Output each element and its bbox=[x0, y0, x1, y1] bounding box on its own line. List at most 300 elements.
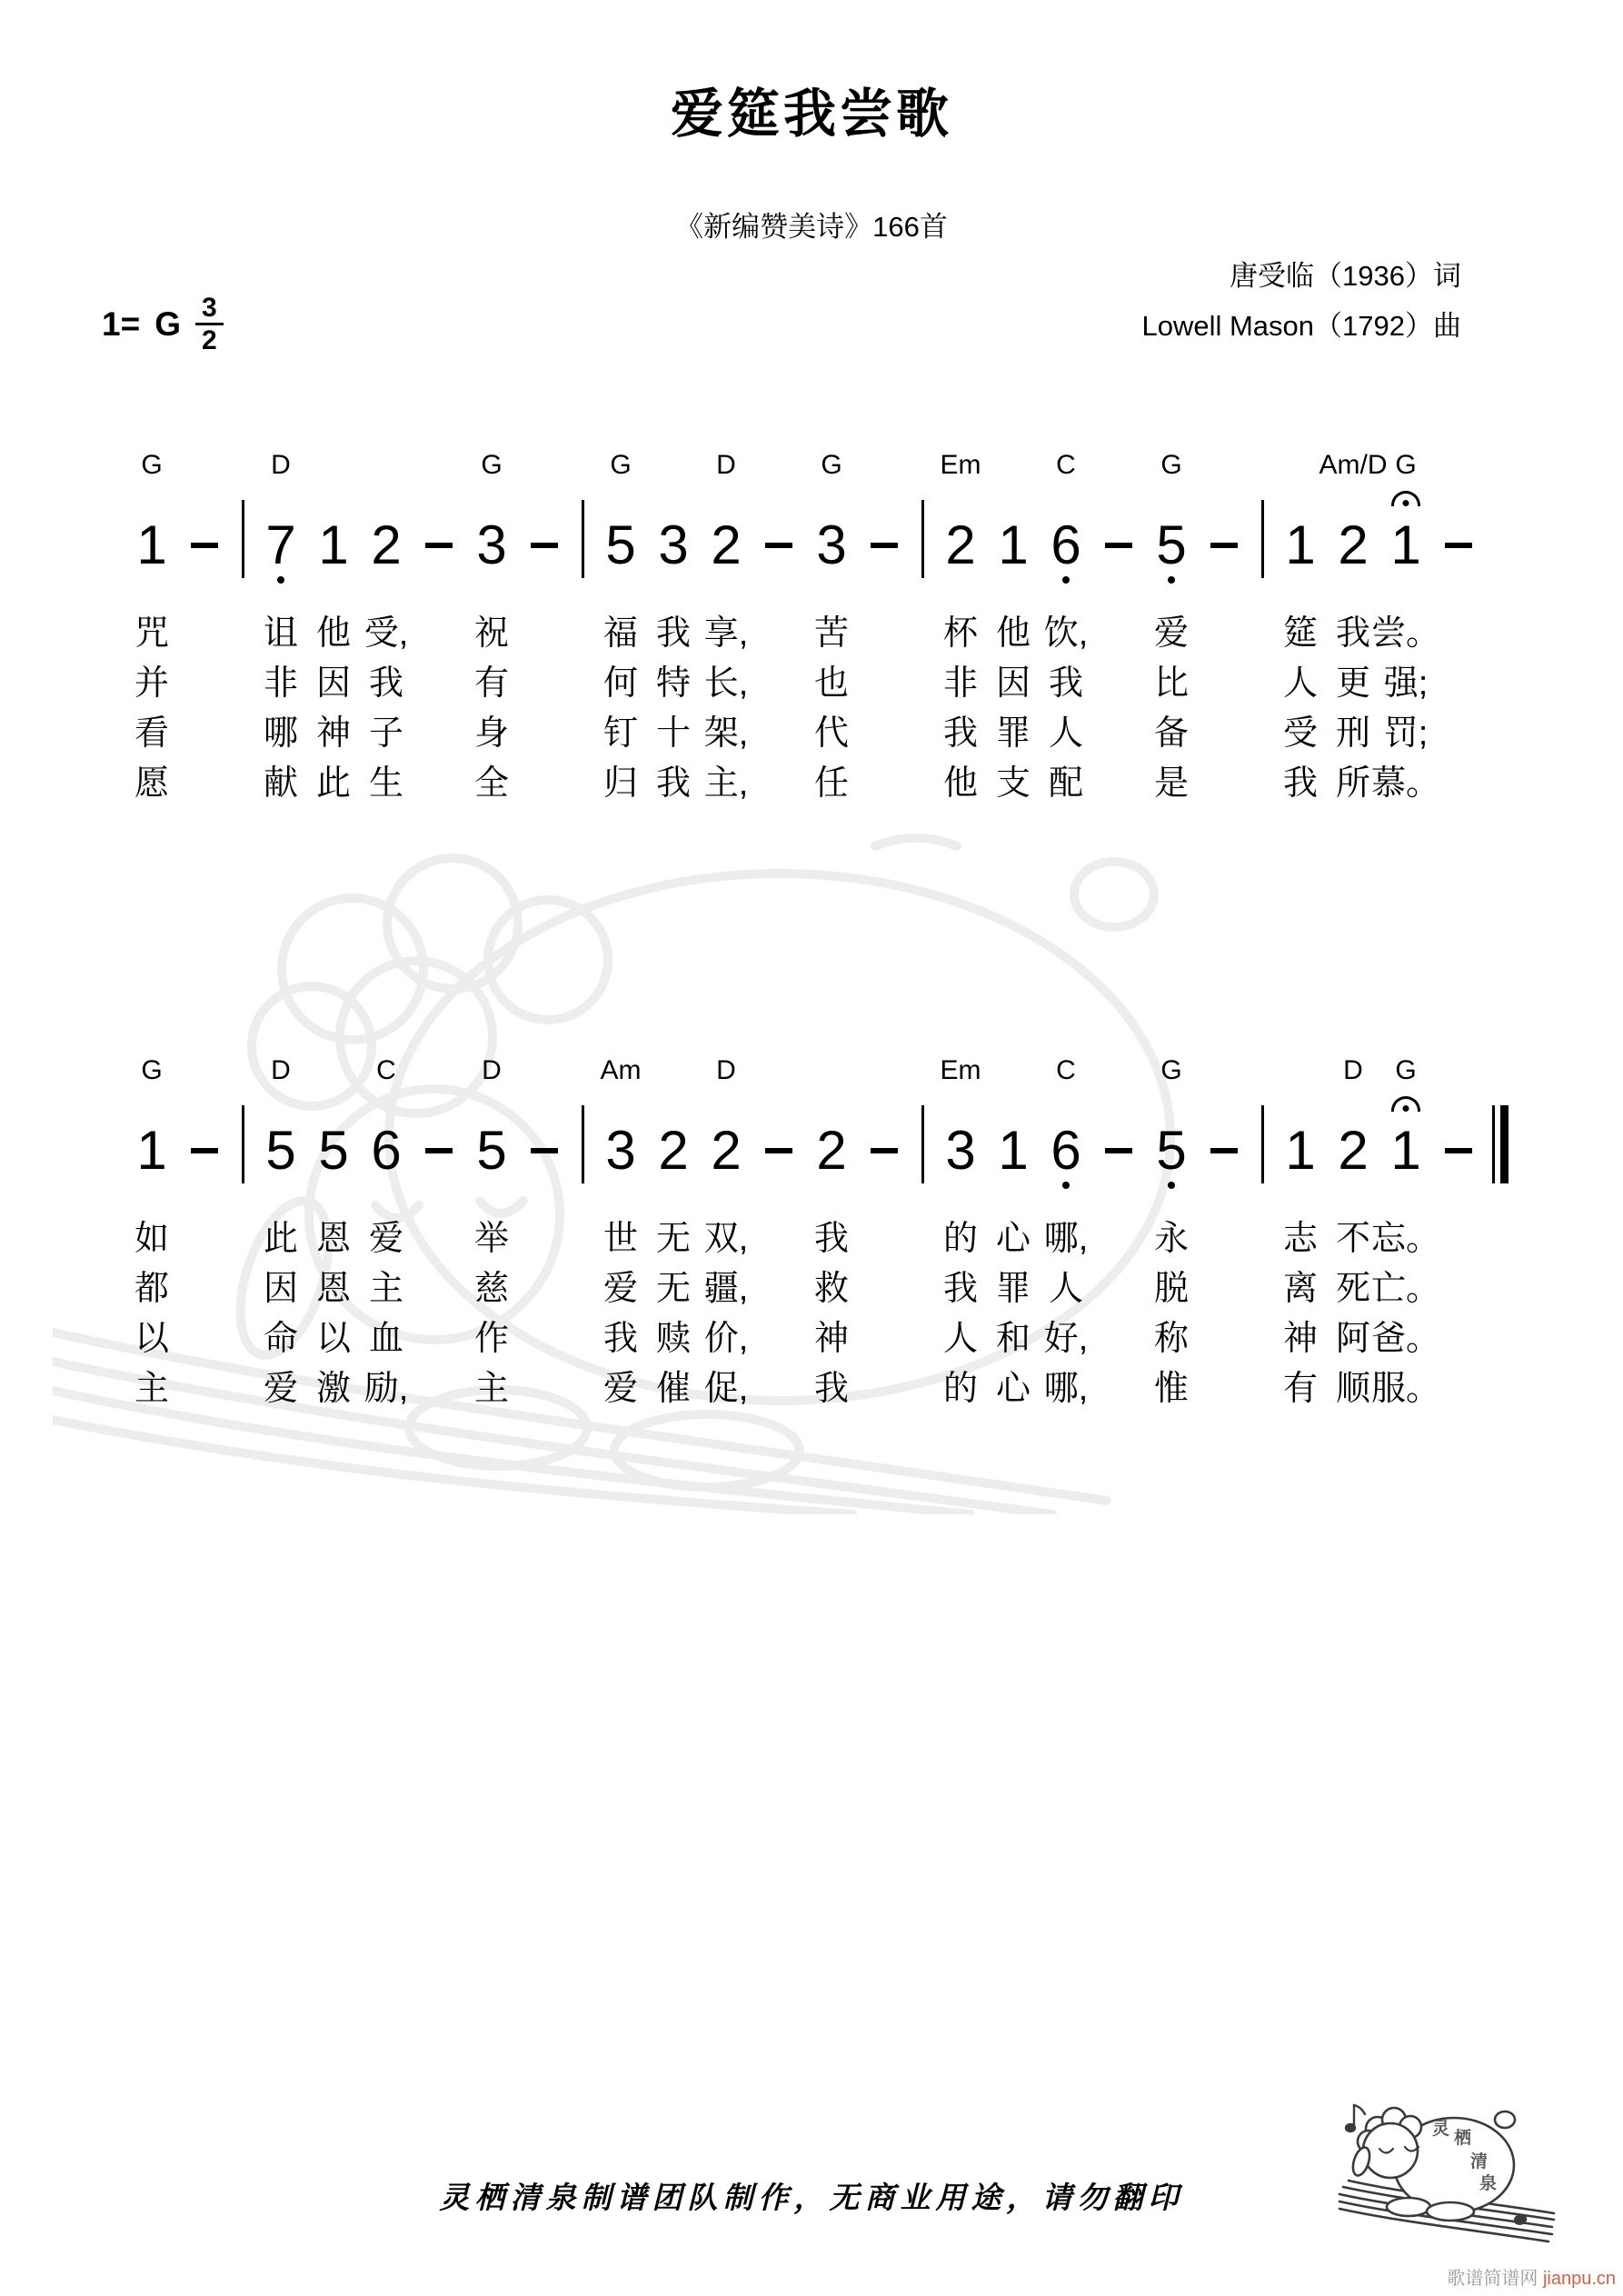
lyric-syllable: 亡。 bbox=[1371, 1270, 1441, 1308]
lyric-stack bbox=[704, 609, 749, 809]
fermata-slot bbox=[1327, 485, 1379, 516]
octave-slot bbox=[752, 1180, 805, 1196]
lyric-syllable: 享, bbox=[703, 614, 749, 653]
octave-slot bbox=[1198, 574, 1250, 591]
note-number: 3 bbox=[658, 514, 689, 575]
lyric-stack bbox=[1336, 609, 1370, 809]
note-number: 5 bbox=[605, 514, 636, 575]
chord-label: D bbox=[1343, 1055, 1363, 1085]
lyric-syllable: 脱 bbox=[1153, 1270, 1189, 1308]
note-column bbox=[700, 1053, 752, 1414]
chord-label: G bbox=[821, 450, 842, 480]
octave-slot bbox=[518, 1180, 571, 1196]
lyric-syllable: 我 bbox=[1335, 614, 1370, 653]
duration-dash bbox=[752, 1053, 805, 1414]
lyric-stack bbox=[316, 1214, 351, 1414]
octave-slot bbox=[805, 1180, 858, 1196]
dash-line bbox=[1445, 1122, 1472, 1180]
octave-slot bbox=[987, 1180, 1040, 1196]
lyric-syllable: 是 bbox=[1153, 764, 1189, 803]
lyric-syllable: 好, bbox=[1043, 1320, 1089, 1358]
lyric-syllable: 志 bbox=[1282, 1220, 1318, 1258]
fermata-slot bbox=[465, 485, 518, 516]
note-column bbox=[594, 1053, 647, 1414]
site-watermark bbox=[1447, 2263, 1616, 2290]
lyric-syllable: 刑 bbox=[1335, 714, 1370, 753]
dash-line bbox=[531, 516, 558, 574]
octave-slot bbox=[987, 574, 1040, 591]
dash-line bbox=[765, 1122, 792, 1180]
note-number: 6 bbox=[1050, 1120, 1081, 1181]
lyric-stack bbox=[1371, 1214, 1440, 1414]
note-number: 7 bbox=[265, 514, 296, 575]
fermata-slot bbox=[700, 1091, 752, 1122]
lyric-syllable: 救 bbox=[813, 1270, 849, 1308]
note-number: 2 bbox=[711, 1120, 742, 1181]
note-column bbox=[934, 1053, 987, 1414]
fermata-slot bbox=[752, 485, 805, 516]
note-column bbox=[987, 1053, 1040, 1414]
lyric-stack bbox=[814, 609, 849, 809]
fermata-slot bbox=[178, 485, 231, 516]
lyric-syllable: 罚; bbox=[1383, 714, 1429, 753]
lyric-stack bbox=[943, 1214, 978, 1414]
fermata-slot bbox=[125, 1091, 178, 1122]
lyric-syllable: 受, bbox=[363, 614, 409, 653]
note-column bbox=[1274, 447, 1327, 809]
octave-slot bbox=[413, 1180, 465, 1196]
lyric-syllable: 促, bbox=[703, 1370, 749, 1408]
lyric-syllable: 罪 bbox=[995, 714, 1031, 753]
duration-dash bbox=[1198, 447, 1250, 809]
chord-label: G bbox=[1395, 1055, 1417, 1085]
key-signature bbox=[102, 293, 224, 355]
chord-label: G bbox=[1395, 450, 1417, 480]
lyric-syllable: 称 bbox=[1153, 1320, 1189, 1358]
note-column bbox=[125, 447, 178, 809]
note-column bbox=[307, 447, 360, 809]
fermata-slot bbox=[1274, 1091, 1327, 1122]
music-note-icon bbox=[1346, 2105, 1365, 2131]
dash-line bbox=[191, 1122, 218, 1180]
note-column bbox=[987, 447, 1040, 809]
note-number: 1 bbox=[1285, 1120, 1316, 1181]
note-number: 1 bbox=[1285, 514, 1316, 575]
note-column bbox=[307, 1053, 360, 1414]
lyric-syllable: 备 bbox=[1153, 714, 1189, 753]
note-number: 6 bbox=[1050, 514, 1081, 575]
chord-label: D bbox=[716, 450, 736, 480]
lyric-syllable: 人 bbox=[942, 1320, 978, 1358]
octave-slot bbox=[1274, 574, 1327, 591]
lyric-syllable: 人 bbox=[1048, 1270, 1083, 1308]
lyric-syllable: 永 bbox=[1153, 1220, 1189, 1258]
note-number: 6 bbox=[371, 1120, 402, 1181]
chord-label: D bbox=[482, 1055, 502, 1085]
note-number: 1 bbox=[318, 514, 349, 575]
duration-dash bbox=[1198, 1053, 1250, 1414]
lyric-syllable: 苦 bbox=[813, 614, 849, 653]
fermata-slot bbox=[518, 485, 571, 516]
fermata-slot bbox=[987, 485, 1040, 516]
lyric-stack bbox=[264, 609, 298, 809]
lyric-syllable: 我 bbox=[1282, 764, 1318, 803]
lyric-stack bbox=[316, 609, 351, 809]
lyric-syllable: 励, bbox=[363, 1370, 409, 1408]
lyric-syllable: 以 bbox=[315, 1320, 351, 1358]
fermata-slot bbox=[1327, 1091, 1379, 1122]
lyric-syllable: 所 bbox=[1335, 764, 1370, 803]
lyric-syllable: 归 bbox=[602, 764, 638, 803]
lyric-syllable: 有 bbox=[473, 664, 509, 703]
octave-slot bbox=[1379, 1180, 1432, 1196]
dash-line bbox=[871, 516, 898, 574]
lyric-syllable: 更 bbox=[1335, 664, 1370, 703]
lyric-syllable: 惟 bbox=[1153, 1370, 1189, 1408]
fermata-slot bbox=[594, 485, 647, 516]
fermata-slot bbox=[805, 1091, 858, 1122]
duration-dash bbox=[1092, 1053, 1145, 1414]
music-system-2 bbox=[125, 1053, 1516, 1414]
barline bbox=[231, 1053, 254, 1414]
time-denominator: 2 bbox=[201, 325, 217, 355]
note-number: 1 bbox=[998, 1120, 1029, 1181]
lyric-syllable: 催 bbox=[655, 1370, 691, 1408]
chord-label: C bbox=[1056, 1055, 1076, 1085]
lyric-syllable: 双, bbox=[703, 1220, 749, 1258]
lyric-stack bbox=[1154, 1214, 1189, 1414]
lyric-syllable: 离 bbox=[1282, 1270, 1318, 1308]
lyric-syllable: 何 bbox=[602, 664, 638, 703]
lyric-syllable: 哪, bbox=[1043, 1220, 1089, 1258]
note-number: 3 bbox=[945, 1120, 976, 1181]
lyric-syllable: 主, bbox=[703, 764, 749, 803]
lyric-syllable: 世 bbox=[602, 1220, 638, 1258]
octave-slot bbox=[307, 574, 360, 591]
fermata-slot bbox=[1040, 485, 1092, 516]
logo-char: 灵 bbox=[1432, 2120, 1450, 2139]
octave-slot bbox=[1432, 1180, 1485, 1196]
lyric-syllable: 受 bbox=[1282, 714, 1318, 753]
duration-dash bbox=[1092, 447, 1145, 809]
fermata-slot bbox=[752, 1091, 805, 1122]
note-number: 2 bbox=[1338, 1120, 1369, 1181]
fermata-slot bbox=[858, 485, 911, 516]
note-column bbox=[254, 447, 307, 809]
lyric-syllable: 有 bbox=[1282, 1370, 1318, 1408]
lyric-syllable: 钉 bbox=[602, 714, 638, 753]
music-system-1 bbox=[125, 447, 1485, 809]
note-number: 5 bbox=[1156, 1120, 1187, 1181]
lyric-syllable: 爱 bbox=[1153, 614, 1189, 653]
octave-slot bbox=[934, 574, 987, 591]
lyric-stack bbox=[364, 1214, 409, 1414]
lyric-stack bbox=[704, 1214, 749, 1414]
lyric-syllable: 哪, bbox=[1043, 1370, 1089, 1408]
fermata-slot bbox=[307, 1091, 360, 1122]
lyric-syllable: 非 bbox=[942, 664, 978, 703]
fermata-slot bbox=[1198, 485, 1250, 516]
lyric-syllable: 如 bbox=[134, 1220, 169, 1258]
note-column bbox=[647, 447, 700, 809]
fermata-slot bbox=[254, 485, 307, 516]
fermata-icon bbox=[1379, 1091, 1432, 1122]
lyric-syllable: 我 bbox=[942, 1270, 978, 1308]
final-barline bbox=[1485, 1053, 1516, 1414]
fermata-slot bbox=[647, 1091, 700, 1122]
lyric-syllable: 阿 bbox=[1335, 1320, 1370, 1358]
duration-dash bbox=[858, 1053, 911, 1414]
barline bbox=[571, 1053, 594, 1414]
fermata-slot bbox=[647, 485, 700, 516]
lyric-stack bbox=[1283, 1214, 1318, 1414]
note-number: 3 bbox=[476, 514, 507, 575]
fermata-slot bbox=[1432, 1091, 1485, 1122]
lyric-syllable: 的 bbox=[942, 1220, 978, 1258]
logo-char: 栖 bbox=[1454, 2129, 1472, 2148]
note-number: 2 bbox=[1338, 514, 1369, 575]
octave-slot bbox=[125, 1180, 178, 1196]
lyric-syllable: 身 bbox=[473, 714, 509, 753]
octave-dot bbox=[1145, 1180, 1198, 1196]
lyric-syllable: 配 bbox=[1048, 764, 1083, 803]
note-number: 5 bbox=[318, 1120, 349, 1181]
fermata-slot bbox=[413, 485, 465, 516]
barline bbox=[1250, 1053, 1274, 1414]
fermata-slot bbox=[125, 485, 178, 516]
note-number: 5 bbox=[265, 1120, 296, 1181]
lyric-syllable: 死 bbox=[1335, 1270, 1370, 1308]
dash-line bbox=[191, 516, 218, 574]
lyric-stack bbox=[656, 1214, 691, 1414]
composer-credit: Lowell Mason（1792）曲 bbox=[1141, 310, 1461, 342]
note-number: 3 bbox=[816, 514, 847, 575]
octave-slot bbox=[752, 574, 805, 591]
lyric-syllable: 服。 bbox=[1371, 1370, 1441, 1408]
lyric-syllable: 此 bbox=[315, 764, 351, 803]
chord-label: C bbox=[376, 1055, 396, 1085]
note-column bbox=[1371, 1053, 1441, 1414]
lyric-syllable: 都 bbox=[134, 1270, 169, 1308]
fermata-slot bbox=[1092, 485, 1145, 516]
lyric-syllable: 无 bbox=[655, 1220, 691, 1258]
lyric-stack bbox=[996, 609, 1031, 809]
lyric-syllable: 以 bbox=[134, 1320, 169, 1358]
fermata-slot bbox=[178, 1091, 231, 1122]
lyric-syllable: 不 bbox=[1335, 1220, 1370, 1258]
lyric-syllable: 顺 bbox=[1335, 1370, 1370, 1408]
chord-label: G bbox=[1160, 450, 1182, 480]
key-label: 1= bbox=[102, 304, 141, 343]
note-number: 2 bbox=[945, 514, 976, 575]
lyric-syllable: 我 bbox=[942, 714, 978, 753]
note-column bbox=[934, 447, 987, 809]
octave-slot bbox=[1092, 574, 1145, 591]
lyric-syllable: 咒 bbox=[134, 614, 169, 653]
dash-line bbox=[1210, 1122, 1238, 1180]
note-column bbox=[360, 1053, 413, 1414]
chord-label: D bbox=[271, 1055, 291, 1085]
barline bbox=[571, 447, 594, 809]
fermata-slot bbox=[360, 485, 413, 516]
chord-label: G bbox=[481, 450, 503, 480]
barline bbox=[911, 1053, 934, 1414]
octave-slot bbox=[1198, 1180, 1250, 1196]
note-column bbox=[125, 1053, 178, 1414]
fermata-slot bbox=[254, 1091, 307, 1122]
note-number: 5 bbox=[476, 1120, 507, 1181]
lyric-syllable: 爱 bbox=[263, 1370, 298, 1408]
lyric-syllable: 我 bbox=[602, 1320, 638, 1358]
note-number: 2 bbox=[658, 1120, 689, 1181]
lyric-syllable: 激 bbox=[315, 1370, 351, 1408]
lyric-syllable: 的 bbox=[942, 1370, 978, 1408]
dash-line bbox=[1210, 516, 1238, 574]
note-number: 3 bbox=[605, 1120, 636, 1181]
lyric-syllable: 比 bbox=[1153, 664, 1189, 703]
duration-dash bbox=[858, 447, 911, 809]
lyric-syllable: 忘。 bbox=[1371, 1220, 1441, 1258]
dash-line bbox=[1105, 1122, 1132, 1180]
fermata-slot bbox=[413, 1091, 465, 1122]
duration-dash bbox=[1432, 1053, 1485, 1414]
lyric-stack bbox=[1044, 609, 1089, 809]
octave-slot bbox=[413, 574, 465, 591]
chord-label: Em bbox=[940, 1055, 981, 1085]
note-column bbox=[1371, 447, 1441, 809]
lyric-syllable: 心 bbox=[995, 1220, 1031, 1258]
duration-dash bbox=[178, 447, 231, 809]
note-column bbox=[647, 1053, 700, 1414]
barline bbox=[1250, 447, 1274, 809]
note-column bbox=[1040, 447, 1092, 809]
lyric-syllable: 无 bbox=[655, 1270, 691, 1308]
dash-line bbox=[871, 1122, 898, 1180]
note-number: 2 bbox=[711, 514, 742, 575]
octave-slot bbox=[700, 574, 752, 591]
octave-slot bbox=[805, 574, 858, 591]
lyric-syllable: 主 bbox=[368, 1270, 403, 1308]
octave-slot bbox=[1327, 1180, 1379, 1196]
chord-label: D bbox=[716, 1055, 736, 1085]
octave-slot bbox=[647, 1180, 700, 1196]
octave-slot bbox=[1274, 1180, 1327, 1196]
site-name: 歌谱简谱网 bbox=[1447, 2269, 1538, 2289]
lyric-stack bbox=[656, 609, 691, 809]
octave-slot bbox=[858, 574, 911, 591]
fermata-slot bbox=[1092, 1091, 1145, 1122]
barline bbox=[231, 447, 254, 809]
lyric-syllable: 长, bbox=[703, 664, 749, 703]
lyric-syllable: 人 bbox=[1048, 714, 1083, 753]
lyric-stack bbox=[264, 1214, 298, 1414]
fermata-slot bbox=[934, 1091, 987, 1122]
octave-slot bbox=[594, 574, 647, 591]
note-number: 1 bbox=[136, 514, 167, 575]
octave-slot bbox=[178, 1180, 231, 1196]
octave-slot bbox=[360, 1180, 413, 1196]
octave-dot bbox=[1040, 1180, 1092, 1196]
lyric-syllable: 疆, bbox=[703, 1270, 749, 1308]
lyric-syllable: 因 bbox=[315, 664, 351, 703]
duration-dash bbox=[518, 1053, 571, 1414]
lyric-syllable: 特 bbox=[655, 664, 691, 703]
duration-dash bbox=[518, 447, 571, 809]
lyric-stack bbox=[1283, 609, 1318, 809]
publisher-logo bbox=[1334, 2087, 1558, 2247]
time-signature bbox=[195, 293, 224, 355]
duration-dash bbox=[1432, 447, 1485, 809]
lyric-stack bbox=[474, 609, 509, 809]
fermata-icon bbox=[1379, 485, 1432, 516]
fermata-slot bbox=[1198, 1091, 1250, 1122]
lyric-syllable: 主 bbox=[134, 1370, 169, 1408]
octave-slot bbox=[700, 1180, 752, 1196]
octave-slot bbox=[178, 574, 231, 591]
octave-slot bbox=[518, 574, 571, 591]
lyric-syllable: 命 bbox=[263, 1320, 298, 1358]
page-title: 爱筵我尝歌 bbox=[670, 85, 952, 144]
fermata-slot bbox=[518, 1091, 571, 1122]
lyric-stack bbox=[474, 1214, 509, 1414]
dash-line bbox=[765, 516, 792, 574]
lyric-syllable: 恩 bbox=[315, 1270, 351, 1308]
lyric-syllable: 我 bbox=[813, 1370, 849, 1408]
lyric-stack bbox=[603, 609, 638, 809]
fermata-slot bbox=[594, 1091, 647, 1122]
time-numerator: 3 bbox=[195, 293, 224, 325]
lyric-syllable: 他 bbox=[995, 614, 1031, 653]
lyric-syllable: 尝。 bbox=[1371, 614, 1441, 653]
lyric-syllable: 爸。 bbox=[1371, 1320, 1441, 1358]
hymnal-reference: 《新编赞美诗》166首 bbox=[675, 211, 948, 243]
lyric-syllable: 神 bbox=[1282, 1320, 1318, 1358]
lyric-syllable: 爱 bbox=[602, 1370, 638, 1408]
lyric-syllable: 我 bbox=[655, 764, 691, 803]
lyric-syllable: 慈 bbox=[473, 1270, 509, 1308]
lyric-syllable: 和 bbox=[995, 1320, 1031, 1358]
duration-dash bbox=[178, 1053, 231, 1414]
note-number: 5 bbox=[1156, 514, 1187, 575]
lyric-syllable: 并 bbox=[134, 664, 169, 703]
note-number: 1 bbox=[998, 514, 1029, 575]
lyric-stack bbox=[1044, 1214, 1089, 1414]
note-column bbox=[465, 447, 518, 809]
chord-label: D bbox=[271, 450, 291, 480]
lyric-stack bbox=[996, 1214, 1031, 1414]
lyric-syllable: 此 bbox=[263, 1220, 298, 1258]
footer-notice: 灵栖清泉制谱团队制作，无商业用途，请勿翻印 bbox=[439, 2180, 1184, 2215]
fermata-slot bbox=[307, 485, 360, 516]
octave-slot bbox=[1432, 574, 1485, 591]
key-note: G bbox=[154, 304, 181, 343]
octave-slot bbox=[1092, 1180, 1145, 1196]
note-number: 1 bbox=[1390, 514, 1421, 575]
logo-char: 清 bbox=[1470, 2152, 1489, 2171]
chord-label: Em bbox=[940, 450, 981, 480]
lyric-stack bbox=[943, 609, 978, 809]
lyric-syllable: 生 bbox=[368, 764, 403, 803]
lyric-syllable: 支 bbox=[995, 764, 1031, 803]
lyric-syllable: 献 bbox=[263, 764, 298, 803]
dash-line bbox=[1445, 516, 1472, 574]
note-number: 2 bbox=[816, 1120, 847, 1181]
fermata-slot bbox=[465, 1091, 518, 1122]
fermata-slot bbox=[1145, 485, 1198, 516]
octave-dot bbox=[1145, 574, 1198, 591]
lyric-syllable: 他 bbox=[315, 614, 351, 653]
site-domain: jianpu.cn bbox=[1542, 2269, 1616, 2289]
